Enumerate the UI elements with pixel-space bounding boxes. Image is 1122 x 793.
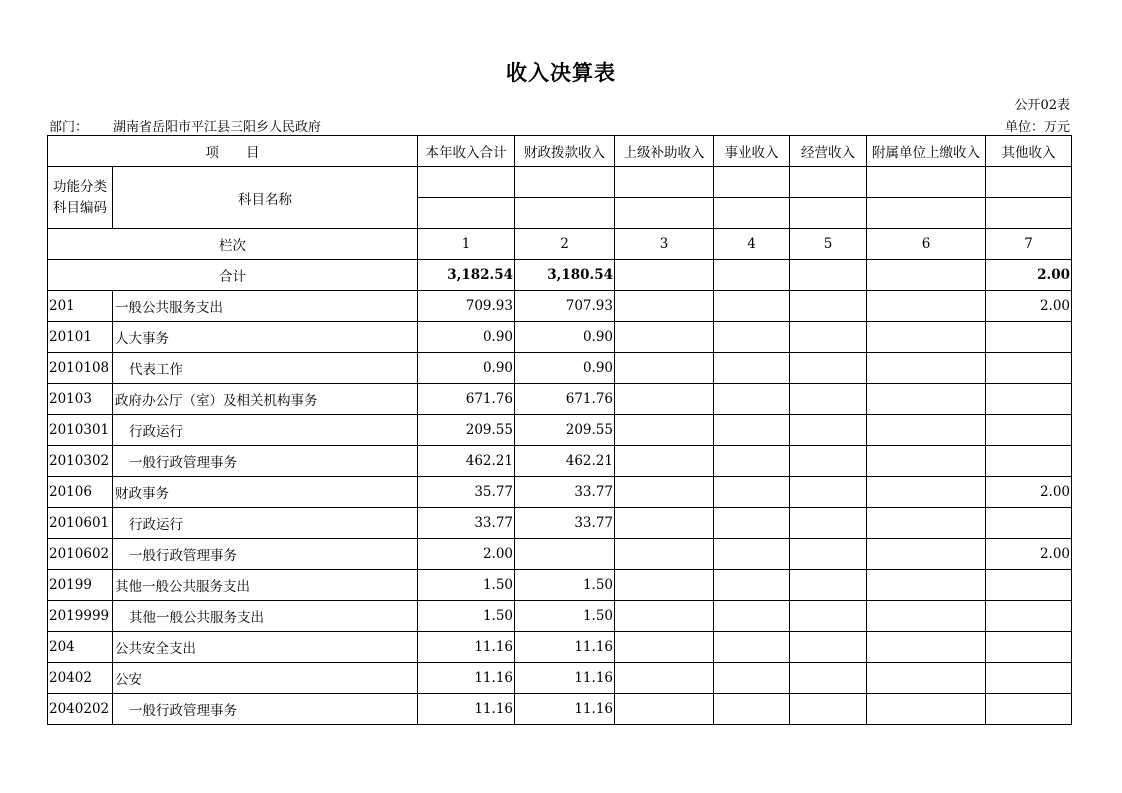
row-value: 462.21	[418, 446, 515, 477]
total-value: 2.00	[986, 260, 1072, 291]
row-value	[986, 353, 1072, 384]
row-value	[986, 694, 1072, 725]
lanci-label: 栏次	[48, 229, 418, 260]
row-value: 1.50	[515, 601, 615, 632]
subject-name-header: 科目名称	[113, 167, 418, 229]
row-value	[867, 539, 986, 570]
row-value	[714, 384, 790, 415]
page-title: 收入决算表	[506, 60, 616, 85]
row-value: 671.76	[515, 384, 615, 415]
unit-label: 单位：万元	[1004, 120, 1070, 135]
row-value	[714, 694, 790, 725]
row-value	[615, 508, 714, 539]
department-label: 部门：	[49, 120, 89, 135]
row-value: 0.90	[515, 353, 615, 384]
row-value	[867, 291, 986, 322]
row-value	[790, 570, 867, 601]
lanci-number: 3	[615, 229, 714, 260]
col-header-5: 经营收入	[790, 136, 867, 167]
row-value: 11.16	[418, 694, 515, 725]
row-code: 20101	[48, 322, 113, 353]
row-value	[615, 663, 714, 694]
row-value	[714, 322, 790, 353]
total-value: 3,180.54	[515, 260, 615, 291]
row-value	[615, 570, 714, 601]
lanci-number: 6	[867, 229, 986, 260]
lanci-number: 5	[790, 229, 867, 260]
row-code: 2010602	[48, 539, 113, 570]
row-value: 2.00	[986, 291, 1072, 322]
row-value: 33.77	[418, 508, 515, 539]
row-value: 33.77	[515, 508, 615, 539]
row-code: 2040202	[48, 694, 113, 725]
row-value	[714, 570, 790, 601]
row-name: 一般行政管理事务	[113, 539, 418, 570]
col-header-7: 其他收入	[986, 136, 1072, 167]
row-name: 政府办公厅（室）及相关机构事务	[113, 384, 418, 415]
row-value	[714, 477, 790, 508]
col-header-4: 事业收入	[714, 136, 790, 167]
row-value: 209.55	[515, 415, 615, 446]
total-value	[615, 260, 714, 291]
row-value: 462.21	[515, 446, 615, 477]
table-row	[48, 322, 1072, 353]
table-row	[48, 446, 1072, 477]
row-value	[714, 353, 790, 384]
row-name: 代表工作	[113, 353, 418, 384]
row-value	[986, 384, 1072, 415]
row-value: 1.50	[418, 570, 515, 601]
total-value	[867, 260, 986, 291]
row-value	[714, 291, 790, 322]
func-code-header: 功能分类科目编码	[48, 167, 113, 229]
row-value	[986, 446, 1072, 477]
row-value	[714, 508, 790, 539]
row-name: 人大事务	[113, 322, 418, 353]
table-row	[48, 508, 1072, 539]
table-row	[48, 694, 1072, 725]
total-value: 3,182.54	[418, 260, 515, 291]
row-value	[867, 322, 986, 353]
table-row	[48, 570, 1072, 601]
col-header-6: 附属单位上缴收入	[867, 136, 986, 167]
header-row	[48, 136, 1072, 167]
row-value	[714, 446, 790, 477]
total-row	[48, 260, 1072, 291]
subheader-row	[48, 167, 1072, 198]
col-header-3: 上级补助收入	[615, 136, 714, 167]
row-value	[790, 539, 867, 570]
row-name: 一般公共服务支出	[113, 291, 418, 322]
row-value	[615, 384, 714, 415]
row-value	[790, 663, 867, 694]
row-value	[714, 415, 790, 446]
row-code: 20402	[48, 663, 113, 694]
table-row	[48, 632, 1072, 663]
row-value	[615, 291, 714, 322]
row-value: 709.93	[418, 291, 515, 322]
row-value	[790, 477, 867, 508]
row-name: 公共安全支出	[113, 632, 418, 663]
row-value	[790, 322, 867, 353]
row-value: 2.00	[986, 539, 1072, 570]
row-value: 1.50	[418, 601, 515, 632]
row-value	[714, 632, 790, 663]
row-value	[615, 694, 714, 725]
row-value	[986, 508, 1072, 539]
row-code: 20103	[48, 384, 113, 415]
total-value	[790, 260, 867, 291]
row-value: 671.76	[418, 384, 515, 415]
row-value	[790, 384, 867, 415]
row-value	[867, 694, 986, 725]
income-table	[47, 135, 1072, 725]
row-value	[867, 446, 986, 477]
row-value	[790, 446, 867, 477]
row-value	[986, 570, 1072, 601]
col-header-1: 本年收入合计	[418, 136, 515, 167]
row-value	[615, 415, 714, 446]
row-code: 2010108	[48, 353, 113, 384]
row-value	[867, 415, 986, 446]
row-value: 2.00	[418, 539, 515, 570]
row-name: 公安	[113, 663, 418, 694]
row-name: 其他一般公共服务支出	[113, 570, 418, 601]
row-value	[714, 601, 790, 632]
table-row	[48, 601, 1072, 632]
row-code: 2010301	[48, 415, 113, 446]
row-value	[867, 632, 986, 663]
col-header-2: 财政拨款收入	[515, 136, 615, 167]
row-value	[615, 539, 714, 570]
row-value: 0.90	[418, 322, 515, 353]
row-code: 2019999	[48, 601, 113, 632]
table-row	[48, 477, 1072, 508]
row-value	[790, 415, 867, 446]
total-label: 合计	[48, 260, 418, 291]
row-value	[714, 539, 790, 570]
row-value	[986, 632, 1072, 663]
row-value	[790, 601, 867, 632]
row-value: 0.90	[515, 322, 615, 353]
row-value: 11.16	[515, 632, 615, 663]
row-value: 707.93	[515, 291, 615, 322]
lanci-number: 7	[986, 229, 1072, 260]
row-value	[790, 508, 867, 539]
row-value: 11.16	[515, 663, 615, 694]
row-value	[867, 570, 986, 601]
table-row	[48, 291, 1072, 322]
row-value	[615, 601, 714, 632]
row-value	[986, 415, 1072, 446]
row-value	[867, 508, 986, 539]
row-value: 33.77	[515, 477, 615, 508]
row-value: 0.90	[418, 353, 515, 384]
row-value	[986, 322, 1072, 353]
lanci-number: 1	[418, 229, 515, 260]
row-value	[790, 694, 867, 725]
item-header: 项 目	[48, 136, 418, 167]
row-code: 2010302	[48, 446, 113, 477]
row-value	[615, 353, 714, 384]
row-value	[867, 663, 986, 694]
lanci-number: 4	[714, 229, 790, 260]
department-line	[49, 116, 321, 135]
row-name: 行政运行	[113, 508, 418, 539]
row-code: 20199	[48, 570, 113, 601]
row-value	[867, 384, 986, 415]
row-value: 11.16	[418, 632, 515, 663]
row-value: 35.77	[418, 477, 515, 508]
table-row	[48, 539, 1072, 570]
total-value	[714, 260, 790, 291]
row-code: 2010601	[48, 508, 113, 539]
row-value	[867, 601, 986, 632]
row-code: 204	[48, 632, 113, 663]
lanci-row	[48, 229, 1072, 260]
row-code: 201	[48, 291, 113, 322]
form-number: 公开02表	[1014, 98, 1070, 113]
row-value	[790, 632, 867, 663]
row-value	[867, 477, 986, 508]
row-name: 财政事务	[113, 477, 418, 508]
row-value	[790, 291, 867, 322]
row-value	[986, 601, 1072, 632]
row-value	[615, 446, 714, 477]
row-value	[515, 539, 615, 570]
row-name: 一般行政管理事务	[113, 694, 418, 725]
department-name: 湖南省岳阳市平江县三阳乡人民政府	[113, 120, 322, 135]
row-value	[714, 663, 790, 694]
row-value	[615, 322, 714, 353]
table-row	[48, 663, 1072, 694]
row-value	[790, 353, 867, 384]
row-value: 11.16	[515, 694, 615, 725]
table-row	[48, 384, 1072, 415]
row-code: 20106	[48, 477, 113, 508]
row-value	[615, 632, 714, 663]
row-name: 一般行政管理事务	[113, 446, 418, 477]
row-value	[986, 663, 1072, 694]
row-name: 行政运行	[113, 415, 418, 446]
row-name: 其他一般公共服务支出	[113, 601, 418, 632]
row-value	[615, 477, 714, 508]
row-value: 11.16	[418, 663, 515, 694]
row-value: 1.50	[515, 570, 615, 601]
row-value: 2.00	[986, 477, 1072, 508]
table-row	[48, 353, 1072, 384]
row-value	[867, 353, 986, 384]
lanci-number: 2	[515, 229, 615, 260]
table-row	[48, 415, 1072, 446]
row-value: 209.55	[418, 415, 515, 446]
